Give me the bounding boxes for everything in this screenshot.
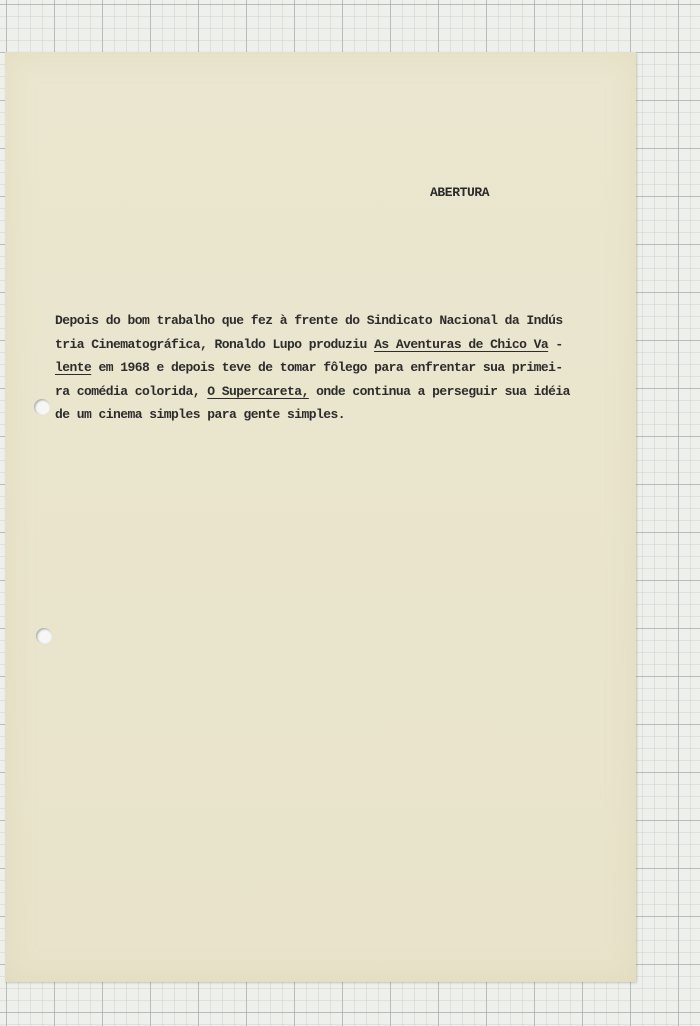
body-paragraph xyxy=(55,309,615,427)
text-run: de um cinema simples para gente simples. xyxy=(55,407,346,422)
typed-page xyxy=(5,52,636,982)
film-title-underlined: As Aventuras de Chico Va xyxy=(374,336,549,352)
text-line xyxy=(55,356,615,380)
text-line xyxy=(55,380,615,404)
text-run: Depois do bom trabalho que fez à frente do Sindicato Nacional da Indús xyxy=(55,313,563,328)
page-heading: ABERTURA xyxy=(430,185,490,200)
text-run: ra comédia colorida, xyxy=(55,383,201,399)
text-run: tria Cinematográfica, xyxy=(55,336,208,352)
text-run: - xyxy=(548,336,563,352)
punch-hole xyxy=(34,399,50,415)
film-title-underlined: O Supercareta, xyxy=(207,383,309,399)
film-title-underlined: lente xyxy=(55,360,92,375)
text-run: onde continua a perseguir sua idéia xyxy=(308,383,570,399)
text-line xyxy=(55,309,615,333)
text-line xyxy=(55,403,615,427)
punch-hole xyxy=(36,628,52,644)
text-run: em 1968 e depois teve de tomar fôlego para enfrentar sua primei- xyxy=(91,360,563,375)
text-run: Ronaldo Lupo produziu xyxy=(207,336,375,352)
text-line xyxy=(55,333,615,357)
